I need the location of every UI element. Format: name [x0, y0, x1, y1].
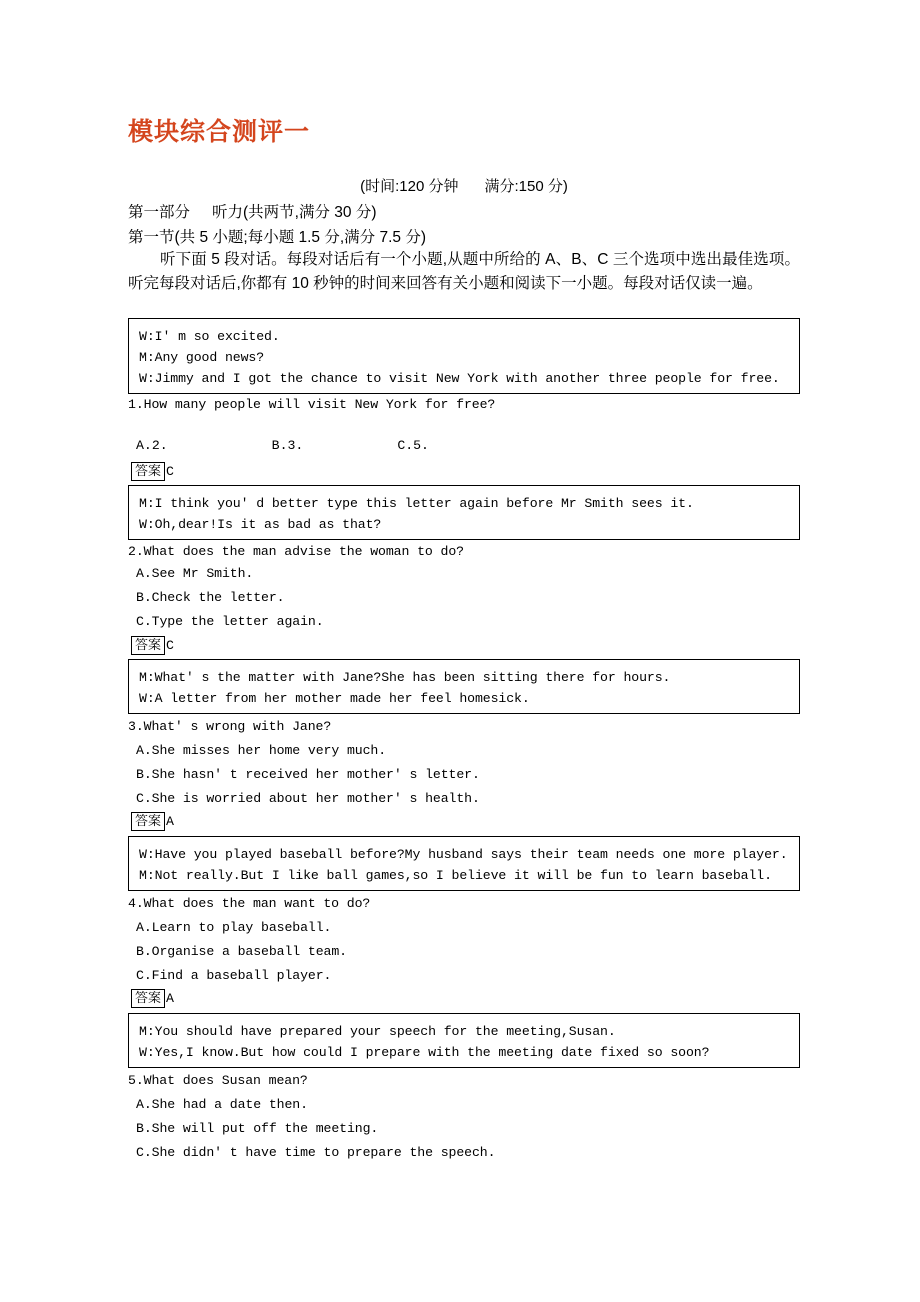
dialog-box: [128, 1013, 800, 1068]
answer-value: A: [166, 991, 174, 1006]
question-text: 3.What' s wrong with Jane?: [128, 719, 332, 734]
exam-info: [128, 175, 800, 196]
exam-score: 满分:150 分): [484, 178, 568, 195]
dialog-line: W:Oh,dear!Is it as bad as that?: [139, 517, 382, 532]
section-heading: 第一节(共 5 小题;每小题 1.5 分,满分 7.5 分): [128, 229, 426, 246]
dialog-box: [128, 318, 800, 394]
dialog-line: W:A letter from her mother made her feel homesick.: [139, 691, 530, 706]
part-heading: [128, 200, 377, 222]
option-row: [136, 438, 429, 453]
dialog-line: W:Yes,I know.But how could I prepare with the meeting date fixed so soon?: [139, 1045, 710, 1060]
dialog-line: M:Any good news?: [139, 350, 265, 365]
option-b[interactable]: B.Check the letter.: [136, 590, 285, 605]
answer-label: 答案: [131, 989, 165, 1008]
answer-value: C: [166, 464, 174, 479]
option-c[interactable]: C.She didn' t have time to prepare the speech.: [136, 1145, 496, 1160]
answer-value: C: [166, 638, 174, 653]
dialog-line: M:I think you' d better type this letter again before Mr Smith sees it.: [139, 496, 694, 511]
question-text: 4.What does the man want to do?: [128, 896, 371, 911]
question-text: 2.What does the man advise the woman to do?: [128, 544, 464, 559]
answer-row: [131, 812, 174, 831]
option-b[interactable]: B.Organise a baseball team.: [136, 944, 347, 959]
answer-row: [131, 636, 174, 655]
option-a[interactable]: A.She misses her home very much.: [136, 743, 387, 758]
option-b[interactable]: B.She will put off the meeting.: [136, 1121, 379, 1136]
dialog-line: M:You should have prepared your speech for the meeting,Susan.: [139, 1024, 616, 1039]
answer-label: 答案: [131, 636, 165, 655]
option-b[interactable]: B.3.: [271, 438, 304, 453]
dialog-line: W:I' m so excited.: [139, 329, 280, 344]
dialog-line: M:What' s the matter with Jane?She has been sitting there for hours.: [139, 670, 671, 685]
option-a[interactable]: A.2.: [136, 438, 168, 453]
dialog-box: [128, 836, 800, 891]
exam-time: (时间:120 分钟: [360, 178, 459, 195]
dialog-line: W:Jimmy and I got the chance to visit New York with another three people for free.: [139, 371, 780, 386]
page-title: 模块综合测评一: [128, 118, 311, 146]
part-name: 听力(共两节,满分 30 分): [212, 204, 377, 221]
answer-label: 答案: [131, 812, 165, 831]
option-a[interactable]: A.See Mr Smith.: [136, 566, 254, 581]
part-label: 第一部分: [128, 204, 191, 221]
option-c[interactable]: C.Find a baseball player.: [136, 968, 332, 983]
option-b[interactable]: B.She hasn' t received her mother' s letter.: [136, 767, 480, 782]
answer-row: [131, 462, 174, 481]
option-a[interactable]: A.Learn to play baseball.: [136, 920, 332, 935]
answer-value: A: [166, 814, 174, 829]
option-c[interactable]: C.5.: [397, 438, 429, 453]
dialog-line: M:Not really.But I like ball games,so I believe it will be fun to learn baseball.: [139, 868, 772, 883]
option-a[interactable]: A.She had a date then.: [136, 1097, 308, 1112]
answer-label: 答案: [131, 462, 165, 481]
question-text: 1.How many people will visit New York for free?: [128, 397, 496, 412]
dialog-line: W:Have you played baseball before?My husband says their team needs one more player.: [139, 847, 788, 862]
dialog-box: [128, 659, 800, 714]
dialog-box: [128, 485, 800, 540]
question-text: 5.What does Susan mean?: [128, 1073, 308, 1088]
answer-row: [131, 989, 174, 1008]
section-instruction: 听下面 5 段对话。每段对话后有一个小题,从题中所给的 A、B、C 三个选项中选出最佳选项。听完每段对话后,你都有 10 秒钟的时间来回答有关小题和阅读下一小题。每段对话仅读一遍。: [128, 251, 800, 292]
option-c[interactable]: C.She is worried about her mother' s health.: [136, 791, 480, 806]
option-c[interactable]: C.Type the letter again.: [136, 614, 324, 629]
